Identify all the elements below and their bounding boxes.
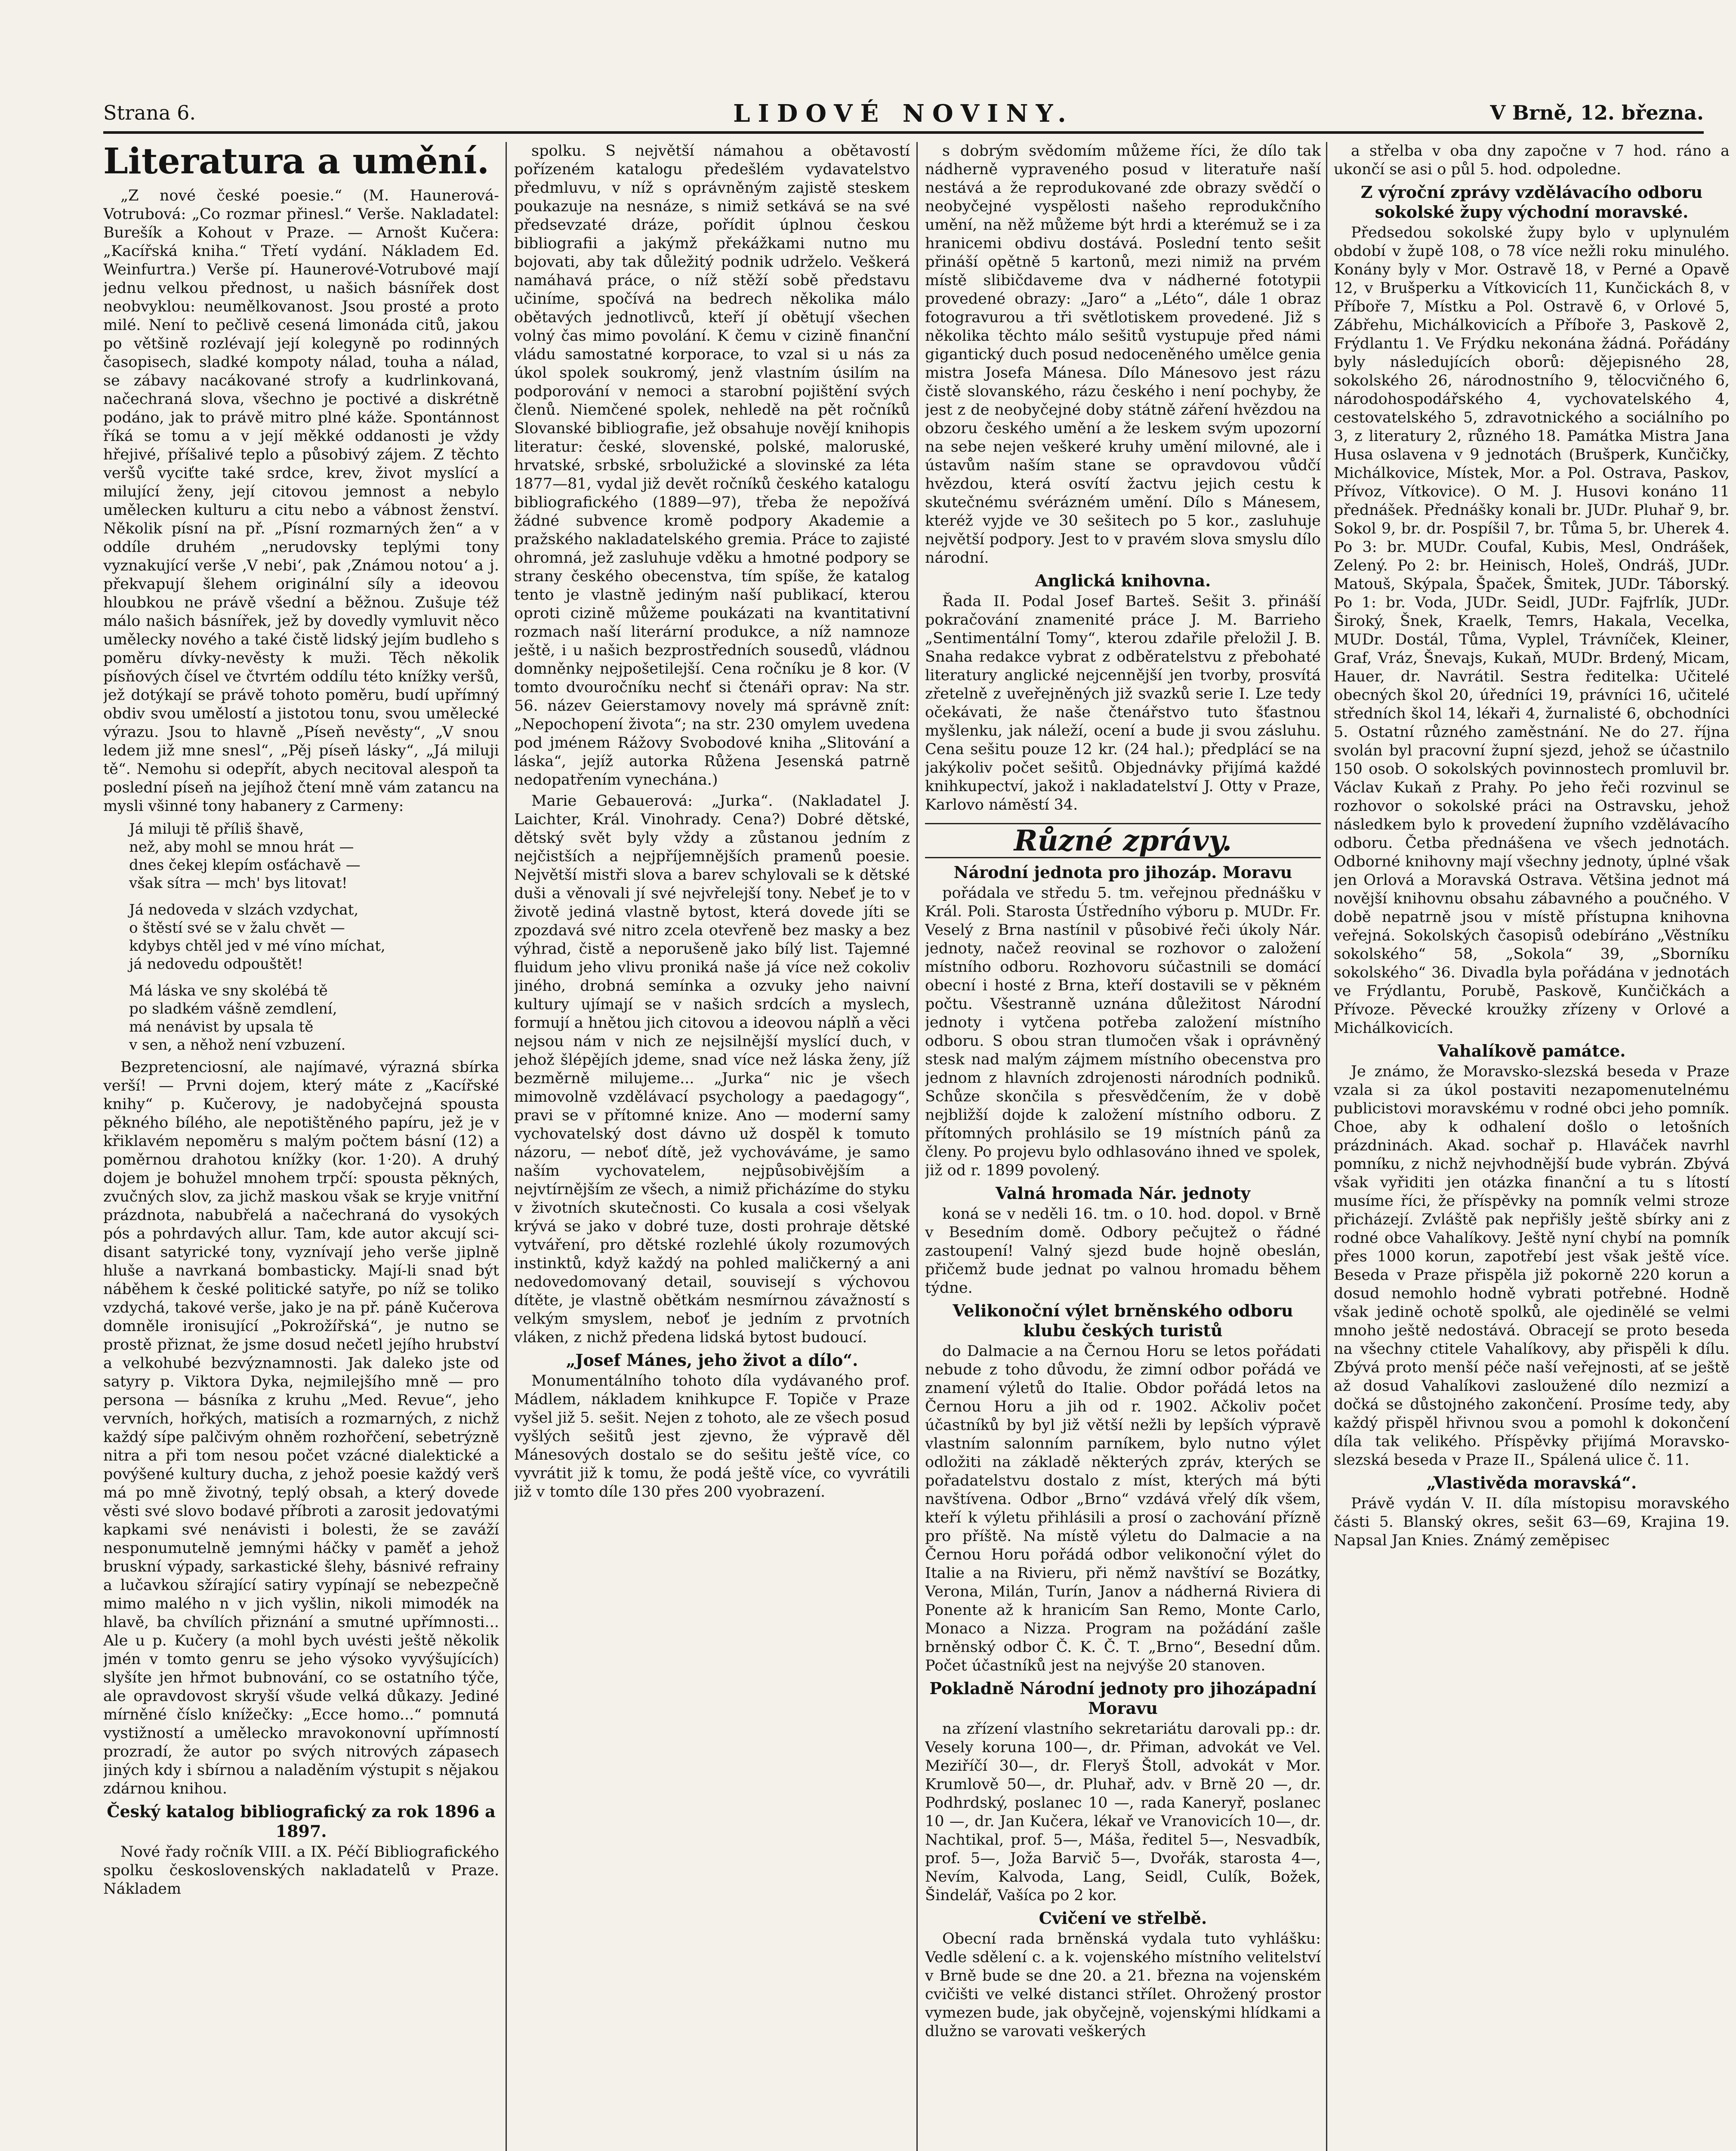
page-number: Strana 6. — [103, 101, 196, 124]
poem-line: má nenávist by upsala tě — [129, 1018, 314, 1035]
article-paragraph: Obecní rada brněnská vydala tuto vyhlášku: Vedle sdělení c. a k. vojenského místního velitelství v Brně bude se dne 20. a 21. března na vojenském cvičišti ve velké distanci střílet. Ohrožený prostor vymezen bude, jak obyčejně, vojenskými hlídkami a dlužno se varovati veškerých — [925, 1930, 1321, 2040]
column-1 — [103, 142, 499, 2151]
article-paragraph: koná se v neděli 16. tm. o 10. hod. dopol. v Brně v Besedním domě. Odbory pečujtež o řádné zastoupení! Valný sjezd bude hojně obeslán, přičemž bude jednat po valnou hromadu během týdne. — [925, 1205, 1321, 1297]
article-subhead: Vahalíkově památce. — [1437, 1041, 1626, 1060]
article-paragraph: Právě vydán V. II. díla místopisu moravského části 5. Blanský okres, sešit 63—69, Krajina 19. Napsal Jan Knies. Známý zeměpisec — [1334, 1495, 1730, 1549]
poem-line: Má láska ve sny skolébá tě — [129, 982, 328, 999]
issue-date: V Brně, 12. března. — [1490, 101, 1704, 124]
article-paragraph: Je známo, že Moravsko-slezská beseda v Praze vzala si za úkol postaviti nezapomenutelnému publicistovi moravskému v rodné obci jeho pomník. Choe, aby k odhalení došlo o letošních prázdninách. Akad. sochař p. Hlaváček navrhl pomníku, z nichž nejvhodnější bude vybrán. Zbývá však vyřiditi jen otázka finanční a tu s lítostí musíme říci, že příspěvky na pomník velmi stroze přicházejí. Zvláště pak nepřišly ještě sbírky ani z rodné obce Vahalíkovy. Ještě nyní chybí na pomník přes 1000 korun, zapotřebí jest však ještě více. Beseda v Praze přispěla již pokorně 220 korun a dosud nemohlo hodně vybrati potřebné. Hodně však jedině ochotě spolků, ale ojedinělé se velmi mnoho ještě nedostává. Obracejí se proto beseda na všechny ctitele Vahalíkovy, aby přispěli k dílu. Zbývá proto menší péče naší veřejnosti, ať se ještě až dosud Vahalíkovi zasloužené dílo nezmizí a dočká se důstojného zakončení. Prosíme tedy, aby každý přispěl hřivnou svou a pomohl k dokončení díla tak velikého. Příspěvky přijímá Moravsko-slezská beseda v Praze II., Spálená ulice č. 11. — [1334, 1063, 1730, 1469]
article-subhead: Český katalog bibliografický za rok 1896 a 1897. — [107, 1802, 496, 1841]
section-title-news: Různé zprávy. — [925, 823, 1321, 858]
poem-line: v sen, a něhož není vzbuzení. — [129, 1036, 346, 1054]
poem-line: po sladkém vášně zemdlení, — [129, 1000, 337, 1017]
article-paragraph: pořádala ve středu 5. tm. veřejnou přednášku v Král. Poli. Starosta Ústředního výboru p. MUDr. Fr. Veselý z Brna nastínil v působivé řeči úkoly Nár. jednoty, načež reovinal se rozhovor o založení místního odboru. Rozhovoru súčastnili se domácí obecní i hosté z Brna, kteří dostavili se v pěkném počtu. Všestranně uznána důležitost Národní jednoty i vytčena potřeba založení místního odboru. S obou stran tlumočen však i oprávněný stesk nad malým zájmem místního obecenstva pro jednom z hlavních zdrojenosti národních podniků. Schůze skončila s přesvědčením, že v době nejbližší dojde k založení místního odboru. Z přítomných prohlásilo se 19 místních pánů za členy. Po projevu bylo odhlasováno ihned ve spolek, již od r. 1899 povolený. — [925, 884, 1321, 1179]
section-title-literature: Literatura a umění. — [103, 142, 490, 182]
column-rule — [506, 142, 507, 2151]
article-subhead: Národní jednota pro jihozáp. Moravu — [953, 863, 1292, 882]
column-rule — [1326, 142, 1327, 2151]
poem-line: Já nedoveda v slzách vzdychat, — [129, 901, 359, 918]
poem — [129, 820, 499, 1054]
article-paragraph: a střelba v oba dny započne v 7 hod. ráno a ukončí se asi o půl 5. hod. odpoledne. — [1334, 142, 1730, 178]
article-paragraph: na zřízení vlastního sekretariátu darovali pp.: dr. Vesely koruna 100—, dr. Přiman, advokát ve Vel. Meziříčí 30—, dr. Fleryš Štoll, advokát v Mor. Krumlově 50—, dr. Pluhař, adv. v Brně 20 —, dr. Podhrdský, poslanec 10 —, rada Kaneryř, poslanec 10 —, dr. Jan Kučera, lékař ve Vranovicích 10—, dr. Nachtikal, prof. 5—, Máša, ředitel 5—, Nesvadbík, prof. 5—, Joža Barvič 5—, Dvořák, starosta 4—, Nevím, Kalvoda, Lang, Seidl, Culík, Božek, Šindelář, Vašíca po 2 kor. — [925, 1720, 1321, 1904]
article-subhead: Cvičení ve střelbě. — [1039, 1908, 1207, 1928]
article-subhead: „Vlastivěda moravská“. — [1426, 1473, 1637, 1492]
article-paragraph: „Z nové české poesie.“ (M. Haunerová-Votrubová: „Co rozmar přinesl.“ Verše. Nakladatel: Burešík a Kohout v Praze. — Arnošt Kučera: „Kacířská kniha.“ Třetí vydání. Nákladem Ed. Weinfurtra.) Verše pí. Haunerové-Votrubové mají jednu velkou přednost, u našich básnířek dost neobvyklou: neumělkovanost. Jsou prosté a proto milé. Není to pečlivě cesená limonáda citů, jakou po většině rozlévají její kolegyně po rodinných časopisech, sladké kompoty nálad, touha a nálad, se zábavy nacákované strofy a kudrlinkovaná, načechraná slova, všechno je poctivé a diskrétně podáno, jak to právě mitro plné káže. Spontánnost říká se tomu a v její měkké oddanosti je vždy hřejivé, příšalivé teplo a působivý zájem. Z těchto veršů vyciťte také srdce, krev, život myslící a milující ženy, její citovou jemnost a nebylo umělecken kulturu a citu nebo a vábnost ženství. Několik písní na př. „Písní rozmarných žen“ a v oddíle druhém „nerudovsky teplými tony vyznakující verše ‚V nebi‘, pak ‚Známou notou‘ a j. překvapují šlehem originální síly a ideovou hloubkou ne právě všední a běžnou. Zušuje též málo našich básnířek, jež by dovedly vymluvit něco umělecky nového a také čistě lidský jejím budleho s poměru dívky-nevěsty k muži. Těch několik písňových čísel ve čtvrtém oddílu této knížky veršů, jež dotýkají se právě tohoto poměru, budí upřímný obdiv svou umělostí a jistotou tonu, svou umělecké výrazu. Jsou to hlavně „Píseň nevěsty“, „V snou ledem již mne snesl“, „Pěj píseň lásky“, „Já miluji tě“. Nemohu si odepřít, abych necitoval alespoň ta poslední píseň na jejíhož čtení mně vám zatancu na mysli všinné tony habanery z Carmeny: — [103, 187, 499, 815]
article-subhead: Pokladně Národní jednoty pro jihozápadní Moravu — [929, 1679, 1317, 1718]
column-4 — [1334, 142, 1730, 2151]
poem-line: však sítra — mch' bys litovat! — [129, 875, 348, 892]
column-rule — [916, 142, 918, 2151]
poem-line: já nedovedu odpouštět! — [129, 955, 303, 973]
article-paragraph: Nové řady ročník VIII. a IX. Péčí Bibliografického spolku československých nakladatelů v Praze. Nákladem — [103, 1843, 499, 1898]
poem-line: než, aby mohl se mnou hrát — — [129, 838, 354, 856]
article-paragraph: Bezpretenciosní, ale najímavé, výrazná sbírka verší! — Prvni dojem, který máte z „Kacířské knihy“ p. Kučerovy, je nadobyčejná spousta pěkného bílého, ale nepotištěného papíru, jež je v křiklavém nepoměru s malým počtem básní (12) a poměrnou drahotou knížky (kor. 1·20). A druhý dojem je bohužel mnohem trpčí: spousta pěkných, zvučných slov, za jichž maskou však se kryje vnitřní prázdnota, nabubřelá a načechraná do vysokých pós a pohrdavých allur. Tam, kde autor akcují sci-disant satyrické tony, vyznívají jeho verše jiplně hluše a navrkaná bombasticky. Mají-li snad být náběhem k české politické satyře, po níž se toliko vzdychá, takové verše, jako je na př. páně Kučerova domněle ironisující „Pokrožířská“, je nutno se prostě přiznat, že jsme dosud nečetl jejího hrubství a velkohubé bezvýznamnosti. Jak daleko jste od satyry p. Viktora Dyka, nejmilejšího mně — pro persona — básníka z kruhu „Med. Revue“, jeho vervních, hořkých, matisích a rozmarných, z nichž každý sípe palčivým ohněm rozhořčení, sebetrýzně nitra a při tom nesou počet vzácné dialektické a povýšené kultury ducha, z jehož poesie každý verš má po mně životný, teplý obsah, a který dovede věsti své slovo bodavé příbroti a zarosit jedovatými kapkami své nenávisti i bolesti, že se zaváží nesponumutelně jemnými háčky v paměť a jehož bruskní výpady, sarkastické šlehy, básnivé refrainy a lučavkou sžírající satiry vypínají se nebezpečně mimo malého n v jich vyšlin, nikoli mimodék na hlavě, ba chvílích přiznání a smutné upřímnosti... Ale u p. Kučery (a mohl bych uvésti ještě několik jmén v tomto genru se jeho výsoko vyvýšujících) slyšíte jen hřmot bubnování, co se ostatního týče, ale opravdovost skryší všude velká důkazy. Jediné mírněné číslo knížečky: „Ecce homo...“ pomnutá vystižností a umělecko mravokonovní upřímností prozradí, že autor po svých nitrových zápasech jiných kdy i sbírnou a naladěním výstupit s nějakou zdárnou knihou. — [103, 1059, 499, 1797]
article-subhead: „Josef Mánes, jeho život a dílo“. — [566, 1350, 858, 1370]
poem-line: o štěstí své se v žalu chvět — — [129, 919, 345, 937]
article-paragraph: spolku. S největší námahou a obětavostí pořízeném katalogu předešlém vydavatelstvo předmluvu, v níž s oprávněným zajistě steskem poukazuje na nesnáze, s nimiž setkává se na své předsevzaté dráze, pořídit úplnou českou bibliografii a jakýmž překážkami nutno mu bojovati, aby tak důležitý podnik udrželo. Veškerá namáhavá práce, o níž stěží sobě představu učiníme, spočívá na bedrech několika málo obětavých jednotlivců, kteří jí obětují všechen volný čas mimo povolání. K čemu v cizině finanční vládu samostatné korporace, to vzal si u nás za úkol spolek soukromý, jenž vlastním úsilím na podporování v nemoci a starobní pojištění svých členů. Niemčené spolek, nehledě na pět ročníků Slovanské bibliografie, jež obsahuje novějí knihopis literatur: české, slovenské, polské, maloruské, hrvatské, srbské, srbolužické a slovinské za léta 1877—81, vydal již devět ročníků českého katalogu bibliografického (1889—97), třeba že nepožívá žádné subvence kromě podpory Akademie a pražského nakladatelského gremia. Práce to zajisté ohromná, jež zasluhuje vděku a hmotné podpory se strany českého obecenstva, tím spíše, že katalog tento je vlastně jediným naší publikací, kterou oproti cizině můžeme poukázati na kvantitativní rozmach naší literární produkce, a níž namnoze ještě, i u našich bezprostředních sousedů, vládnou domněnky nejpošetilejší. Cena ročníku je 8 kor. (V tomto dvouročníku nechť si čtenáři oprav: Na str. 56. název Geierstamovy novely má správně znít: „Nepochopení života“; na str. 230 omylem uvedena pod jménem Rážovy Svobodové kniha „Slitování a láska“, jejíž autorka Růžena Jesenská patrně nedopatřením vynechána.) — [514, 142, 910, 789]
poem-line: kdybys chtěl jed v mé víno míchat, — [129, 937, 385, 955]
poem-line: Já miluji tě příliš šhavě, — [129, 820, 304, 838]
column-2 — [514, 142, 910, 2151]
article-paragraph: Předsedou sokolské župy bylo v uplynulém období v župě 108, o 78 více nežli roku minulého. Konány byly v Mor. Ostravě 18, v Perné a Opavě 12, v Brušperku a Vítkovicích 11, Kunčickách 8, v Příboře 7, Místku a Pol. Ostravě 6, v Orlové 5, Zábřehu, Michálkovicích a Příboře 3, Paskově 2, Frýdlantu 1. Ve Frýdku nekonána žádná. Pořádány byly následujících oborů: dějepisného 28, sokolského 26, národnostního 9, tělocvičného 6, národohospodářského 4, vychovatelského 4, cestovatelského 5, zdravotnického a sociálního po 3, z literatury 2, různého 18. Památka Mistra Jana Husa oslavena v 9 jednotách (Brušperk, Kunčičky, Michálkovice, Místek, Mor. a Pol. Ostrava, Paskov, Přívoz, Vítkovice). O M. J. Husovi konáno 11 přednášek. Přednášky konali br. JUDr. Pluhař 9, br. Sokol 9, br. dr. Pospíšil 7, br. Tůma 5, br. Uherek 4. Po 3: br. MUDr. Coufal, Kubis, Mesl, Ondrášek, Zelený. Po 2: br. Heinisch, Holeš, Ondráš, JUDr. Matouš, Skýpala, Špaček, Šmitek, JUDr. Táborský. Po 1: br. Voda, JUDr. Seidl, JUDr. Fajfrlík, JUDr. Široký, Šnek, Kraelk, Temrs, Hakala, Vecelka, MUDr. Dostál, Tůma, Vyplel, Trávníček, Kleiner, Graf, Vráz, Šnevajs, Kukaň, MUDr. Brdený, Micam, Hauer, dr. Navrátil. Sestra ředitelka: Učitelé obecných škol 20, úředníci 19, právníci 16, učitelé středních škol 14, lékaři 4, žurnalisté 6, obchodníci 5. Ostatní různého zaměstnání. Ne do 27. října svolán byl pracovní župní sjezd, jehož se účastnilo 150 osob. O sokolských povinnostech promluvil br. Václav Kukaň z Prahy. Po jeho řeči rozvinul se rozhovor o sokolské práci na Ostravsku, jehož následkem bylo k provedení župního vzdělávacího odboru. Četba přednášena ve všech jednotách. Odborné knihovny mají všechny jednoty, úplné však jen Orlová a Moravská Ostrava. Většina jednot má novější knihovnu obsahu zábavného a poučného. V době nepatrně jsou v místě přístupna knihovna veřejná. Sokolských časopisů odebíráno „Věstníku sokolského“ 58, „Sokola“ 39, „Sborníku sokolského“ 36. Divadla byla pořádána v jednotách ve Frýdlantu, Porubě, Paskově, Kunčičkách a Přívoze. Pěvecké kroužky zřízeny v Orlové a Michálkovicích. — [1334, 224, 1730, 1037]
poem-line: dnes čekej klepím osťáchavě — — [129, 857, 361, 874]
page-header — [103, 97, 1704, 134]
article-subhead: Valná hromada Nár. jednoty — [995, 1183, 1251, 1203]
article-subhead: Z výroční zprávy vzdělávacího odboru sokolské župy východní moravské. — [1360, 182, 1703, 222]
article-subhead: Anglická knihovna. — [1035, 571, 1211, 590]
article-paragraph: Monumentálního tohoto díla vydávaného prof. Mádlem, nákladem knihkupce F. Topiče v Praze vyšel již 5. sešit. Nejen z tohoto, ale ze všech posud vyšlých sešitů jest zjevno, že výpravě děl Mánesových dostalo se do sešitu ještě více, co vyvrátit již k tomu, že podá ještě více, co vyvrátili již v tomto díle 130 přes 200 vyobrazení. — [514, 1372, 910, 1501]
column-3 — [925, 142, 1321, 2151]
article-subhead: Velikonoční výlet brněnského odboru klubu českých turistů — [953, 1301, 1293, 1340]
article-paragraph: Řada II. Podal Josef Barteš. Sešit 3. přináší pokračování znamenité práce J. M. Barrieho „Sentimentální Tomy“, kterou zdařile přeložil J. B. Snaha redakce vybrat z odběratelstvu z přebohaté literatury anglické nejcennější jen tvorby, prosvítá zřetelně z uveřejněných již svazků serie I. Lze tedy očekávati, že naše čtenářstvo tuto šťastnou myšlenku, jak náleží, ocení a bude ji svou zásluhu. Cena sešitu pouze 12 kr. (24 hal.); předplácí se na jakýkoliv počet sešitů. Objednávky přijímá každé knihkupectví, jakož i nakladatelství J. Otty v Praze, Karlovo náměstí 34. — [925, 593, 1321, 814]
masthead: LIDOVÉ NOVINY. — [733, 99, 1074, 128]
article-paragraph: do Dalmacie a na Černou Horu se letos pořádati nebude z toho důvodu, že zimní odbor pořádá ve znamení výletů do Italie. Obdor pořádá letos na Černou Horu a jih od r. 1902. Ačkoliv počet účastníků by byl již větší nežli by lepších výpravě vlastním salonním parníkem, bylo nutno výlet odložiti na základě některých zpráv, kterých se pořadatelstvu dostalo z míst, kterých má býti navštívena. Odbor „Brno“ vzdává vřelý dík všem, kteří k výletu přihlásili a prosí o zachování přízně pro příště. Na místě výletu do Dalmacie a na Černou Horu pořádá odbor velikonoční výlet do Italie a na Rivieru, při němž navštíví se Bozátky, Verona, Milán, Turín, Janov a nádherná Riviera di Ponente až k hranicím San Remo, Monte Carlo, Monaco a Nizza. Program na požádání zašle brněnský odbor Č. K. Č. T. „Brno“, Besední dům. Počet účastníků jest na nejvýše 20 stanoven. — [925, 1343, 1321, 1674]
article-paragraph: s dobrým svědomím můžeme říci, že dílo tak nádherně vypraveného posud v literatuře naší nestává a že reprodukované zde obrazy svědčí o neobyčejné vyspělosti našeho reprodukčního umění, na něž můžeme být hrdi a kterémuž se i za hranicemi obdivu dostává. Poslední tento sešit přináší opětně 5 kartonů, mezi nimiž na prvém místě slibičdaveme dva v nádherné fototypii provedené obrazy: „Jaro“ a „Léto“, dále 1 obraz fotogravurou a tři světlotiskem provedené. Již s několika těchto málo sešitů vystupuje před námi gigantický duch posud nedoceněného umělce genia mistra Josefa Mánesa. Dílo Mánesovo jest rázu čistě slovanského, rázu českého i není pochyby, že jest z de neobyčejné doby státně záření hvězdou na obzoru českého umění a že leskem svým upozorní na sebe nejen veškeré kruhy umění milovné, ale i ústavům naším stane se opravdovou vůdčí hvězdou, která osvítí žactvu jejich cestu k skutečnému svérázném umění. Dílo s Mánesem, kteréž vyjde ve 30 sešitech po 5 kor., zasluhuje největší podpory. Jest to v pravém slova smyslu dílo národní. — [925, 142, 1321, 567]
article-paragraph: Marie Gebauerová: „Jurka“. (Nakladatel J. Laichter, Král. Vinohrady. Cena?) Dobré dětské, dětský svět byly vždy a zůstanou jedním z nejčistších a nejpříjemnějších pramenů poesie. Největší mistři slova a barev schylovali se k dětské duši a věnovali jí své nejvřelejší tony. Nebeť je to v životě jediná vlastně bytost, která dovede jíti se zpozdavá své nitro zcela otevřeně bez masky a bez výhrad, čistě a neporušeně jako bílý list. Tajemné fluidum jeho vlivu proniká naše já více než cokoliv jiného, drobná semínka a ozvuky jeho naivní kultury ujímají se v našich srdcích a myslech, formují a hnětou jich citovou a ideovou náplň a věci nejsou nám v nich ze nejsilnější myslící duch, v jehož šlépějích jdeme, snad více než láska ženy, jíž bezměrně milujeme... „Jurka“ nic je všech mimovolně vzdělávací psychology a paedagogy“, pravi se v přítomné knize. Ano — moderní samy vychovatelský dost dávno už dospěl k tomuto názoru, — neboť dítě, jež vychováváme, je samo naším vychovatelem, nejpůsobivějším a nejvtírnějším ze všech, a nimiž přicházíme do styku v životních skutečnosti. Co kusala a cosi všelyak krývá se jako v dobré tuze, dosti prohraje dětské vytváření, pro dětské rozlehlé úkoly rozumových instinktů, když každý na pohled maličkerný a ani nedovedomovaný detail, souvisejí s výchovou dítěte, je vlastně obětkám nesmírnou závažností s velkým smyslem, neboť je jedním z prvotních vláken, z nichž předena lidská bytost budoucí. — [514, 792, 910, 1346]
